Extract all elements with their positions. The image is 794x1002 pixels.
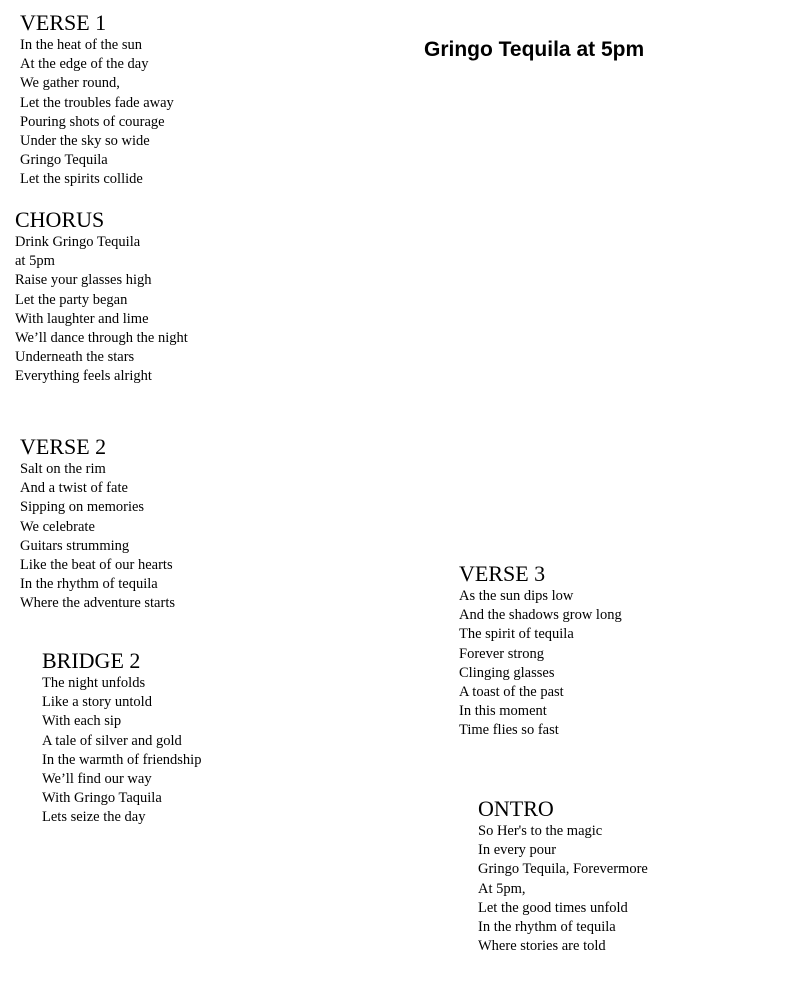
lyric-line: In the heat of the sun <box>20 37 143 53</box>
lyric-line: Forever strong <box>459 645 544 662</box>
lyric-line: With laughter and lime <box>15 310 149 327</box>
lyric-line: Time flies so fast <box>459 722 559 739</box>
lyric-line: In this moment <box>459 703 547 720</box>
section-heading: VERSE 2 <box>20 434 107 459</box>
page-title: Gringo Tequila at 5pm <box>424 38 645 61</box>
lyric-lines <box>42 674 201 828</box>
lyric-line: At the edge of the day <box>20 56 149 73</box>
section-chorus <box>15 209 188 387</box>
lyric-line: Pouring shots of courage <box>20 113 165 130</box>
lyric-line: Let the party began <box>15 291 128 308</box>
lyric-line: And the shadows grow long <box>459 607 622 624</box>
lyric-line: Salt on the rim <box>20 461 106 477</box>
section-verse-3 <box>459 563 622 741</box>
lyric-line: In every pour <box>478 842 557 859</box>
lyric-line: Clinging glasses <box>459 664 555 681</box>
lyric-line: Gringo Tequila <box>20 152 108 169</box>
lyric-line: at 5pm <box>15 253 55 270</box>
lyric-line: At 5pm, <box>478 880 526 897</box>
lyric-line: A tale of silver and gold <box>42 732 182 749</box>
lyric-line: The night unfolds <box>42 675 146 691</box>
section-bridge-2 <box>42 650 201 828</box>
section-outro <box>478 798 648 956</box>
lyric-line: Where the adventure starts <box>20 595 175 612</box>
lyric-line: Guitars strumming <box>20 537 130 554</box>
lyric-line: Raise your glasses high <box>15 272 152 289</box>
lyric-line: In the warmth of friendship <box>42 751 202 768</box>
lyric-lines <box>20 36 174 190</box>
lyric-line: Gringo Tequila, Forevermore <box>478 861 648 878</box>
lyric-line: Sipping on memories <box>20 499 145 516</box>
lyric-line: We’ll dance through the night <box>15 329 188 346</box>
lyric-line: With each sip <box>42 713 122 730</box>
lyric-line: Lets seize the day <box>42 809 146 826</box>
lyric-line: Let the spirits collide <box>20 171 143 188</box>
section-verse-1 <box>20 12 174 190</box>
lyric-line: Underneath the stars <box>15 349 135 366</box>
lyric-lines <box>478 822 648 956</box>
lyric-line: Let the troubles fade away <box>20 94 174 111</box>
lyric-line: Drink Gringo Tequila <box>15 234 141 250</box>
lyric-line: Under the sky so wide <box>20 132 150 149</box>
lyric-line: Like the beat of our hearts <box>20 556 173 573</box>
section-heading: ONTRO <box>478 796 554 821</box>
lyric-line: Like a story untold <box>42 694 152 711</box>
lyric-line: In the rhythm of tequila <box>478 918 616 935</box>
lyric-line: Let the good times unfold <box>478 899 628 916</box>
lyric-line: A toast of the past <box>459 683 564 700</box>
lyric-line: As the sun dips low <box>459 588 574 604</box>
lyric-line: So Her's to the magic <box>478 823 603 839</box>
lyric-line: Where stories are told <box>478 938 606 955</box>
section-heading: VERSE 1 <box>20 10 107 35</box>
lyric-line: Everything feels alright <box>15 368 152 385</box>
lyric-line: We celebrate <box>20 518 95 535</box>
section-heading: CHORUS <box>15 207 105 232</box>
lyric-lines <box>20 460 175 614</box>
lyric-line: With Gringo Taquila <box>42 790 162 807</box>
lyric-lines <box>459 587 622 741</box>
lyric-line: The spirit of tequila <box>459 626 574 643</box>
lyric-line: In the rhythm of tequila <box>20 576 158 593</box>
lyric-line: And a twist of fate <box>20 480 128 497</box>
section-verse-2 <box>20 436 175 614</box>
section-heading: VERSE 3 <box>459 561 546 586</box>
lyric-line: We gather round, <box>20 75 120 92</box>
lyric-line: We’ll find our way <box>42 770 152 787</box>
lyric-lines <box>15 233 188 387</box>
section-heading: BRIDGE 2 <box>42 648 141 673</box>
